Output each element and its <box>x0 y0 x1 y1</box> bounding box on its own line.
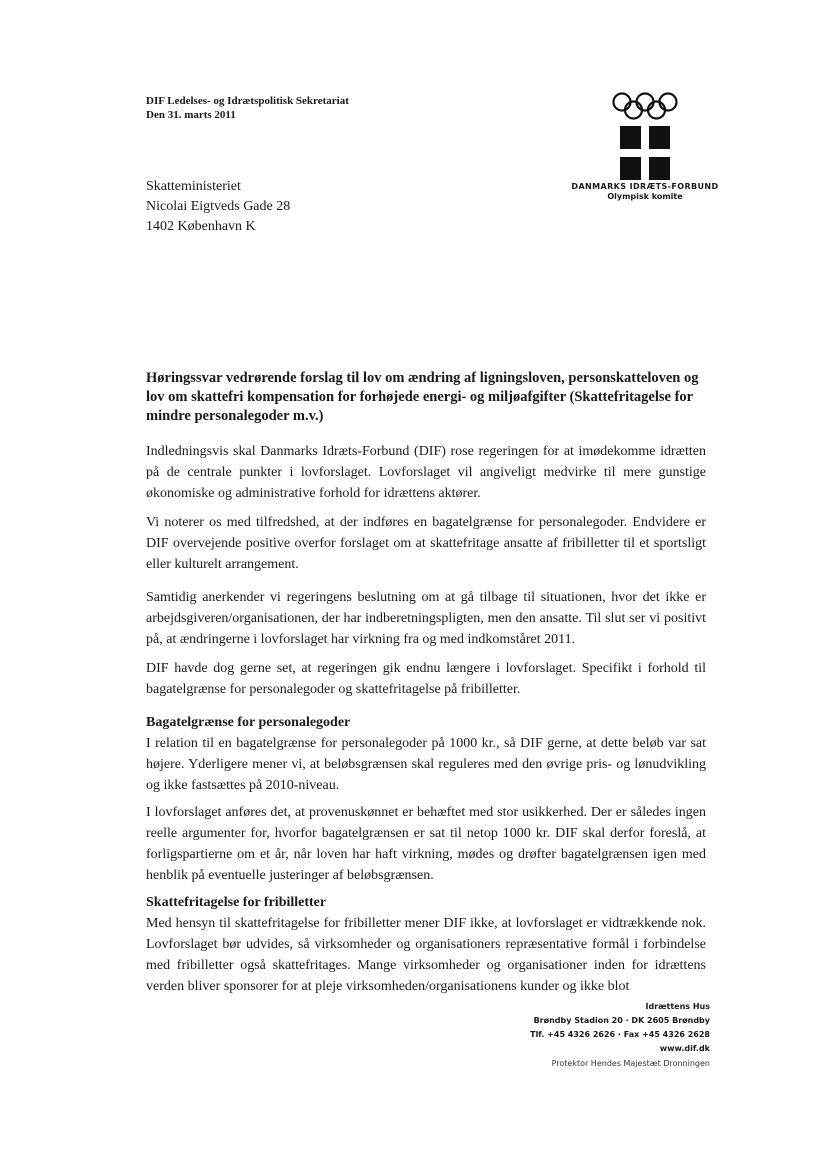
dif-logo <box>560 92 730 201</box>
dannebrog-cross-icon <box>620 126 670 180</box>
letter-header <box>146 94 349 122</box>
section-fribilletter <box>146 892 706 997</box>
footer-line: Tlf. +45 4326 2626 · Fax +45 4326 2628 <box>530 1030 710 1039</box>
org-name: DANMARKS IDRÆTS-FORBUND <box>571 182 719 191</box>
department-name: DIF Ledelses- og Idrætspolitisk Sekretariat <box>146 95 349 107</box>
letter-title: Høringssvar vedrørende forslag til lov om ændring af ligningsloven, personskatteloven og lov om skattefri kompensation for forhøjede energi- og miljøafgifter (Skattefritagelse for mindre personalegoder m.v.) <box>146 370 699 424</box>
section-paragraph: Med hensyn til skattefritagelse for fribilletter mener DIF ikke, at lovforslaget er vidtrækkende nok. Lovforslaget bør udvides, så virksomheder og organisationers repræsentative formål i forbindelse med fribilletter også skattefritages. Mange virksomheder og organisationer inden for idrættens verden bliver sponsorer for at pleje virksomheden/organisationens kunder og ikke blot <box>146 916 706 994</box>
footer-line: Idrættens Hus <box>645 1002 710 1011</box>
section-bagatelgraense <box>146 712 706 796</box>
section-heading: Bagatelgrænse for personalegoder <box>146 715 351 730</box>
recipient-address <box>146 177 290 237</box>
letter-date: Den 31. marts 2011 <box>146 109 236 121</box>
recipient-name: Skatteministeriet <box>146 179 241 194</box>
footer-line: Brøndby Stadion 20 · DK 2605 Brøndby <box>533 1016 710 1025</box>
footer-address <box>520 1000 710 1056</box>
section-heading: Skattefritagelse for fribilletter <box>146 895 327 910</box>
org-subtitle: Olympisk komite <box>607 192 683 201</box>
paragraph-2: Vi noterer os med tilfredshed, at der indføres en bagatelgrænse for personalegoder. Endvidere er DIF overvejende positive overfor forslaget om at skattefritage ansatte af fribilletter til et sportsligt eller kulturelt arrangement. <box>146 515 706 572</box>
footer-website: www.dif.dk <box>659 1044 710 1053</box>
olympic-rings-icon <box>610 92 680 120</box>
paragraph-1: Indledningsvis skal Danmarks Idræts-Forbund (DIF) rose regeringen for at imødekomme idrætten på de centrale punkter i lovforslaget. Lovforslaget vil angiveligt medvirke til mere gunstige økonomiske og administrative forhold for idrættens aktører. <box>146 444 706 501</box>
paragraph-4: DIF havde dog gerne set, at regeringen gik endnu længere i lovforslaget. Specifikt i forhold til bagatelgrænse for personalegoder og skattefritagelse på fribilletter. <box>146 661 706 697</box>
patron-line: Protektor Hendes Majestæt Dronningen <box>551 1059 710 1068</box>
recipient-street: Nicolai Eigtveds Gade 28 <box>146 199 291 214</box>
paragraph-3: Samtidig anerkender vi regeringens beslutning om at gå tilbage til situationen, hvor det ikke er arbejdsgiveren/organisationen, der har indberetningspligten, men den ansatte. Til slut ser vi positivt på, at ændringerne i lovforslaget har virkning fra og med indkomståret 2011. <box>146 590 706 647</box>
paragraph-provenu: I lovforslaget anføres det, at provenuskønnet er behæftet med stor usikkerhed. Der er således ingen reelle argumenter for, hvorfor bagatelgrænsen er sat til netop 1000 kr. DIF skal derfor foreslå, at forligspartierne om et år, når loven har haft virkning, mødes og drøfter bagatelgrænsen igen med henblik på eventuelle justeringer af beløbsgrænsen. <box>146 805 706 883</box>
recipient-city: 1402 København K <box>146 219 256 234</box>
section-paragraph: I relation til en bagatelgrænse for personalegoder på 1000 kr., så DIF gerne, at dette beløb var sat højere. Yderligere mener vi, at beløbsgrænsen skal reguleres med den øvrige pris- og lønudvikling og ikke fastsættes på 2010-niveau. <box>146 736 706 793</box>
